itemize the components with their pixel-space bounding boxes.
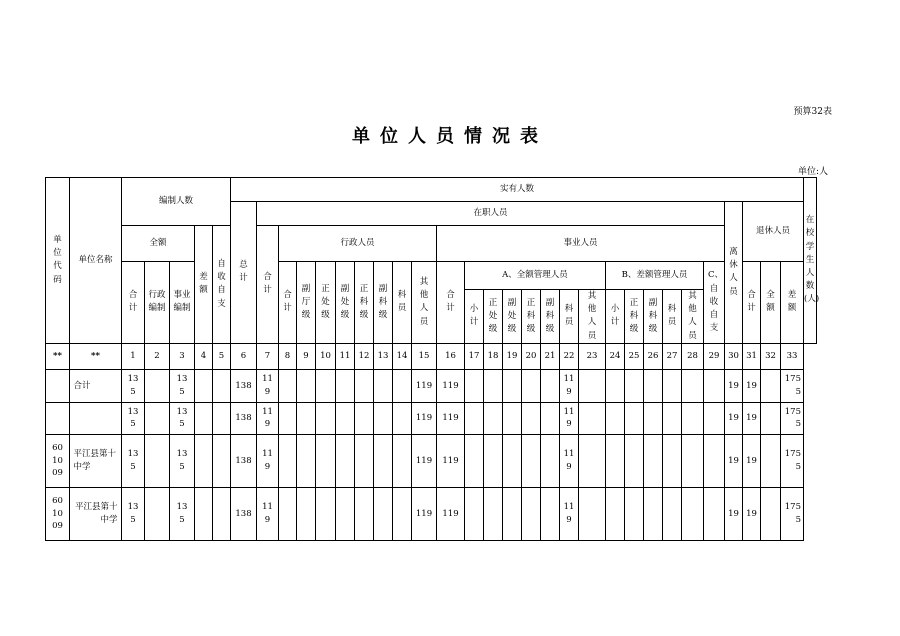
column-index-cell: 6 [231, 343, 257, 369]
value-cell [579, 369, 606, 402]
value-cell [316, 402, 336, 434]
column-index-cell: 30 [725, 343, 743, 369]
xz-fu-ting-header: 副厅级 [297, 262, 316, 344]
value-cell [145, 434, 170, 487]
xz-total-header: 合计 [279, 262, 297, 344]
b-fu-ke-header: 副科级 [644, 290, 663, 344]
xz-ke-yuan-header: 科员 [393, 262, 412, 344]
value-cell [336, 434, 355, 487]
column-index-cell: 21 [541, 343, 560, 369]
value-cell [644, 434, 663, 487]
value-cell [644, 402, 663, 434]
value-cell [761, 434, 781, 487]
bz-total-header: 合计 [122, 262, 145, 344]
value-cell [316, 369, 336, 402]
zaizhi-header: 在职人员 [257, 202, 725, 226]
column-index-cell: 23 [579, 343, 606, 369]
table-row [46, 402, 817, 434]
value-cell [279, 369, 297, 402]
column-index-cell: 18 [484, 343, 503, 369]
b-subtotal-header: 小计 [606, 290, 625, 344]
value-cell: 138 [231, 402, 257, 434]
value-cell [297, 369, 316, 402]
header-row-4 [46, 262, 817, 290]
xz-zheng-ke-header: 正科级 [355, 262, 374, 344]
value-cell [503, 434, 522, 487]
value-cell: 119 [560, 487, 579, 540]
value-cell [484, 487, 503, 540]
value-cell: 119 [257, 434, 279, 487]
value-cell [145, 369, 170, 402]
column-index-cell: 20 [522, 343, 541, 369]
value-cell: 135 [122, 402, 145, 434]
unit-code-header: 单位代码 [46, 178, 70, 344]
unit-name-header: 单位名称 [70, 178, 122, 344]
b-other-header: 其他人员 [682, 290, 704, 344]
value-cell [579, 434, 606, 487]
tx-total-header: 合计 [743, 262, 761, 344]
xingzheng-bz-header: 行政编制 [145, 262, 170, 344]
value-cell: 119 [560, 434, 579, 487]
value-cell [541, 434, 560, 487]
value-cell [644, 487, 663, 540]
value-cell [484, 402, 503, 434]
value-cell [195, 487, 213, 540]
value-cell [213, 434, 231, 487]
value-cell: 1755 [781, 402, 804, 434]
column-index-cell: 31 [743, 343, 761, 369]
a-fu-ke-header: 副科级 [541, 290, 560, 344]
xz-zheng-chu-header: 正处级 [316, 262, 336, 344]
value-cell [374, 369, 393, 402]
value-cell [606, 434, 625, 487]
value-cell [336, 402, 355, 434]
tuixiu-header: 退休人员 [743, 202, 804, 262]
value-cell: 119 [437, 434, 465, 487]
tx-quan-e-header: 全额 [761, 262, 781, 344]
zishou-header: 自收自支 [213, 226, 231, 344]
value-cell [761, 487, 781, 540]
column-index-cell: 15 [412, 343, 437, 369]
value-cell: 138 [231, 369, 257, 402]
xz-other-header: 其他人员 [412, 262, 437, 344]
value-cell [522, 369, 541, 402]
value-cell: 138 [231, 487, 257, 540]
value-cell [503, 369, 522, 402]
page-title: 单位人员情况表 [352, 126, 548, 147]
table-row [46, 487, 817, 540]
value-cell: 19 [725, 434, 743, 487]
value-cell: 119 [437, 402, 465, 434]
value-cell [704, 487, 725, 540]
value-cell [145, 402, 170, 434]
column-index-cell: 4 [195, 343, 213, 369]
column-index-cell: 16 [437, 343, 465, 369]
column-index-cell: 33 [781, 343, 804, 369]
a-subtotal-header: 小计 [465, 290, 484, 344]
xingzheng-header: 行政人员 [279, 226, 437, 262]
value-cell [644, 369, 663, 402]
value-cell [465, 434, 484, 487]
a-zheng-ke-header: 正科级 [522, 290, 541, 344]
value-cell [625, 369, 644, 402]
value-cell [522, 487, 541, 540]
table-row [46, 369, 817, 402]
value-cell [393, 402, 412, 434]
column-index-cell: 19 [503, 343, 522, 369]
personnel-table [45, 177, 820, 541]
column-index-cell: 12 [355, 343, 374, 369]
value-cell [374, 402, 393, 434]
unit-code-cell: 601009 [46, 487, 70, 540]
value-cell: 135 [170, 402, 195, 434]
value-cell: 19 [725, 369, 743, 402]
value-cell [465, 402, 484, 434]
cha-e-header: 差额 [195, 226, 213, 344]
column-index-cell: 7 [257, 343, 279, 369]
value-cell [606, 402, 625, 434]
value-cell: 119 [412, 487, 437, 540]
value-cell [355, 487, 374, 540]
value-cell: 119 [257, 369, 279, 402]
value-cell [606, 487, 625, 540]
column-index-cell: 29 [704, 343, 725, 369]
value-cell: 119 [437, 487, 465, 540]
column-index-cell: 8 [279, 343, 297, 369]
value-cell [579, 487, 606, 540]
a-ke-yuan-header: 科员 [560, 290, 579, 344]
column-index-cell: 11 [336, 343, 355, 369]
value-cell [541, 369, 560, 402]
value-cell [195, 369, 213, 402]
column-index-cell: 9 [297, 343, 316, 369]
value-cell [336, 487, 355, 540]
value-cell: 19 [725, 402, 743, 434]
value-cell [355, 402, 374, 434]
value-cell [297, 434, 316, 487]
unit-name-cell: 平江县第十中学 [70, 487, 122, 540]
column-index-cell: 32 [761, 343, 781, 369]
value-cell [355, 434, 374, 487]
value-cell [625, 434, 644, 487]
value-cell [704, 369, 725, 402]
zong-ji-header: 总计 [231, 202, 257, 344]
quan-e-header: 全额 [122, 226, 195, 262]
value-cell: 135 [122, 487, 145, 540]
shiye-bz-header: 事业编制 [170, 262, 195, 344]
value-cell [625, 487, 644, 540]
value-cell [279, 487, 297, 540]
a-fu-chu-header: 副处级 [503, 290, 522, 344]
value-cell [541, 402, 560, 434]
column-index-cell: ** [46, 343, 70, 369]
column-index-cell: 26 [644, 343, 663, 369]
group-b-header: B、差额管理人员 [606, 262, 704, 290]
students-header: 在校学生人数(人) [804, 178, 817, 344]
lixiu-header: 离休人员 [725, 202, 743, 344]
unit-label: 单位:人 [797, 167, 828, 177]
shiye-header: 事业人员 [437, 226, 725, 262]
value-cell [297, 402, 316, 434]
value-cell: 119 [257, 402, 279, 434]
shiyou-header: 实有人数 [231, 178, 804, 202]
value-cell: 135 [122, 369, 145, 402]
group-a-header: A、全额管理人员 [465, 262, 606, 290]
value-cell [704, 434, 725, 487]
column-index-cell: ** [70, 343, 122, 369]
value-cell: 119 [412, 369, 437, 402]
value-cell [297, 487, 316, 540]
value-cell [522, 402, 541, 434]
value-cell [279, 402, 297, 434]
value-cell [336, 369, 355, 402]
value-cell: 119 [412, 434, 437, 487]
value-cell [465, 487, 484, 540]
value-cell [663, 487, 682, 540]
sy-total-header: 合计 [437, 262, 465, 344]
value-cell: 119 [257, 487, 279, 540]
tx-cha-e-header: 差额 [781, 262, 804, 344]
b-zheng-ke-header: 正科级 [625, 290, 644, 344]
value-cell [761, 402, 781, 434]
column-index-cell: 25 [625, 343, 644, 369]
value-cell [625, 402, 644, 434]
value-cell [374, 487, 393, 540]
value-cell [213, 402, 231, 434]
value-cell [393, 369, 412, 402]
value-cell: 1755 [781, 434, 804, 487]
value-cell [682, 402, 704, 434]
value-cell [484, 434, 503, 487]
unit-code-cell: 601009 [46, 434, 70, 487]
value-cell: 19 [725, 487, 743, 540]
value-cell: 135 [170, 369, 195, 402]
value-cell [465, 369, 484, 402]
value-cell [503, 487, 522, 540]
value-cell [663, 434, 682, 487]
a-other-header: 其他人员 [579, 290, 606, 344]
unit-name-cell [70, 402, 122, 434]
value-cell [355, 369, 374, 402]
header-row-3 [46, 226, 817, 262]
value-cell: 135 [122, 434, 145, 487]
column-index-cell: 10 [316, 343, 336, 369]
value-cell [704, 402, 725, 434]
value-cell [503, 402, 522, 434]
column-index-cell: 22 [560, 343, 579, 369]
form-number: 预算32表 [793, 107, 832, 117]
value-cell: 19 [743, 487, 761, 540]
column-index-cell: 28 [682, 343, 704, 369]
value-cell [316, 434, 336, 487]
table-row [46, 434, 817, 487]
value-cell [213, 369, 231, 402]
column-index-cell: 5 [213, 343, 231, 369]
column-index-cell: 1 [122, 343, 145, 369]
a-zheng-chu-header: 正处级 [484, 290, 503, 344]
column-index-cell: 17 [465, 343, 484, 369]
value-cell: 19 [743, 434, 761, 487]
value-cell [663, 402, 682, 434]
zaizhi-total-header: 合计 [257, 226, 279, 344]
header-row-1 [46, 178, 817, 202]
value-cell [579, 402, 606, 434]
value-cell [663, 369, 682, 402]
value-cell [522, 434, 541, 487]
b-ke-yuan-header: 科员 [663, 290, 682, 344]
value-cell [145, 487, 170, 540]
value-cell [541, 487, 560, 540]
value-cell: 119 [560, 402, 579, 434]
column-index-cell: 3 [170, 343, 195, 369]
value-cell [393, 434, 412, 487]
value-cell: 119 [437, 369, 465, 402]
column-index-cell: 24 [606, 343, 625, 369]
column-index-row [46, 343, 817, 369]
value-cell [606, 369, 625, 402]
value-cell [316, 487, 336, 540]
value-cell [374, 434, 393, 487]
value-cell [279, 434, 297, 487]
column-index-cell: 27 [663, 343, 682, 369]
value-cell [761, 369, 781, 402]
value-cell: 135 [170, 487, 195, 540]
value-cell [682, 369, 704, 402]
value-cell: 119 [560, 369, 579, 402]
value-cell: 1755 [781, 369, 804, 402]
value-cell: 19 [743, 402, 761, 434]
unit-name-cell: 合计 [70, 369, 122, 402]
group-c-header: C、自收自支 [704, 262, 725, 344]
xz-fu-chu-header: 副处级 [336, 262, 355, 344]
value-cell [682, 434, 704, 487]
unit-code-cell [46, 402, 70, 434]
column-index-cell: 13 [374, 343, 393, 369]
value-cell: 19 [743, 369, 761, 402]
unit-code-cell [46, 369, 70, 402]
value-cell [195, 402, 213, 434]
value-cell: 119 [412, 402, 437, 434]
value-cell: 135 [170, 434, 195, 487]
value-cell: 138 [231, 434, 257, 487]
value-cell: 1755 [781, 487, 804, 540]
xz-fu-ke-header: 副科级 [374, 262, 393, 344]
column-index-cell: 2 [145, 343, 170, 369]
unit-name-cell: 平江县第十中学 [70, 434, 122, 487]
value-cell [682, 487, 704, 540]
value-cell [393, 487, 412, 540]
column-index-cell: 14 [393, 343, 412, 369]
value-cell [213, 487, 231, 540]
value-cell [484, 369, 503, 402]
value-cell [195, 434, 213, 487]
bianzhi-header: 编制人数 [122, 178, 231, 226]
